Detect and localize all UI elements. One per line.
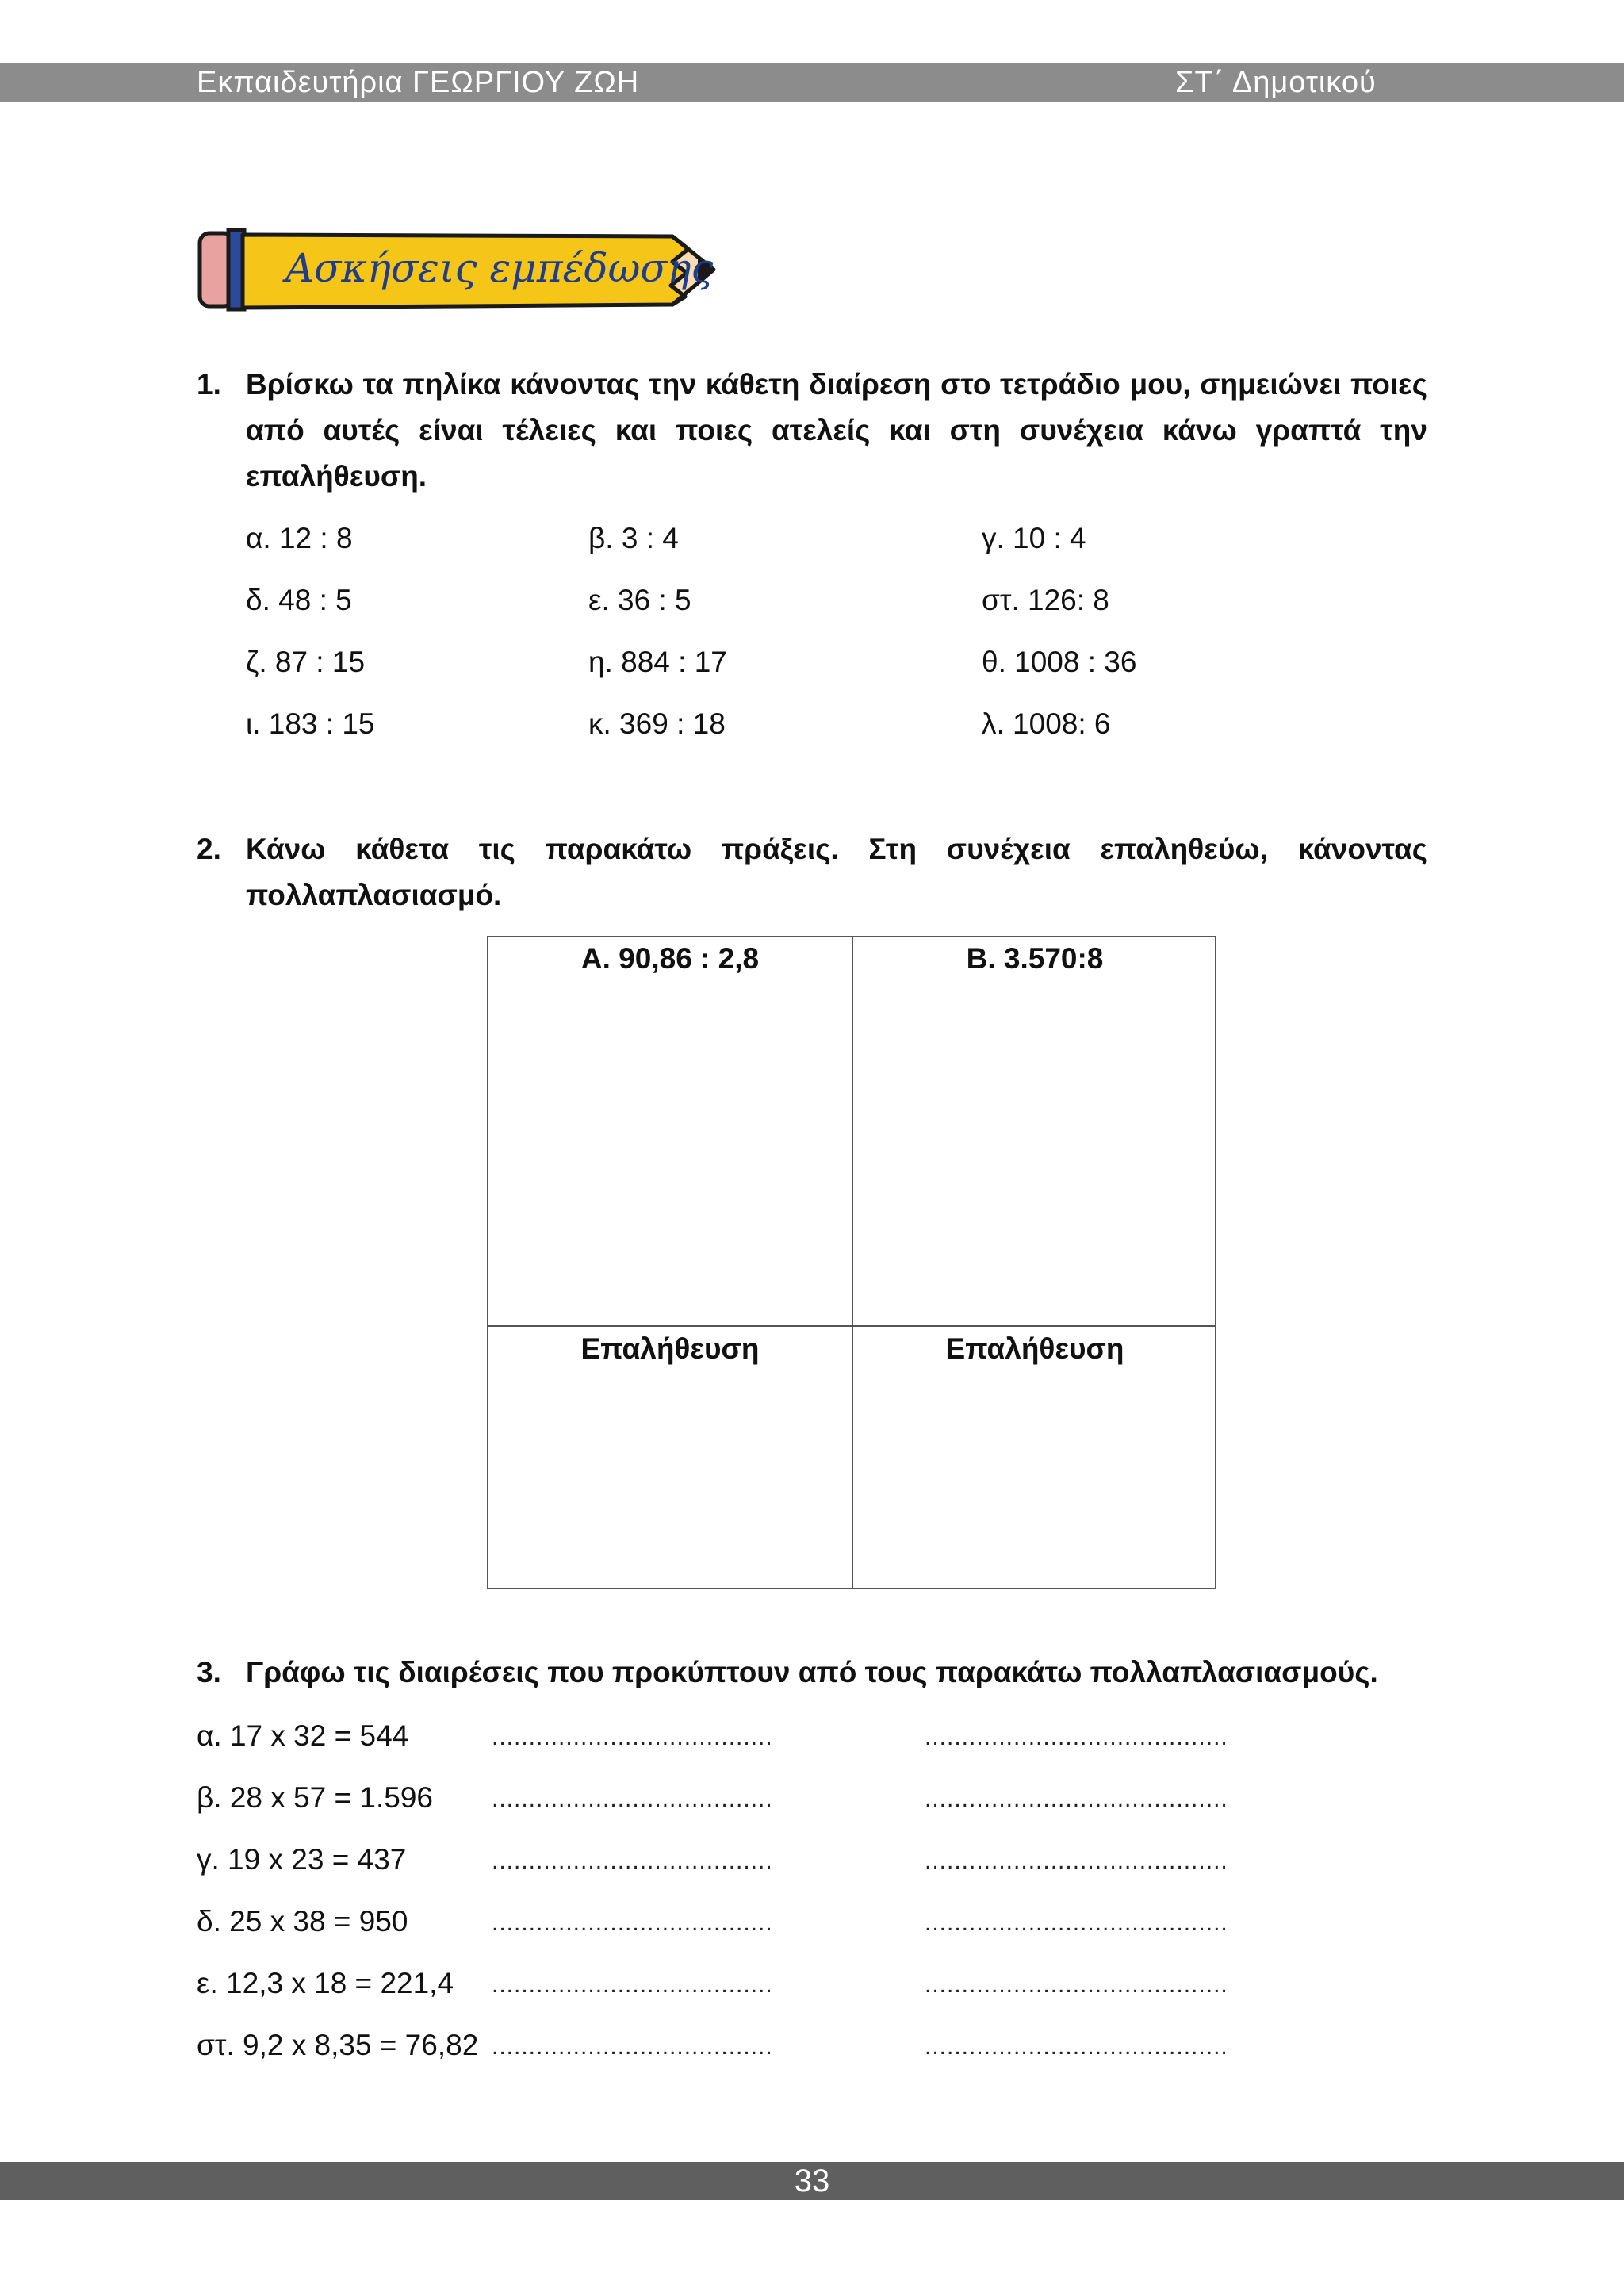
division-item: λ. 1008: 6 — [982, 707, 1111, 740]
division-item: θ. 1008 : 36 — [982, 646, 1137, 678]
division-item: ζ. 87 : 15 — [246, 646, 366, 678]
exercise-3-text: Γράφω τις διαιρέσεις που προκύπτουν από τους παρακάτω πολλαπλασιασμούς. — [246, 1656, 1378, 1688]
table-check-b-heading: Επαλήθευση — [945, 1332, 1124, 1365]
division-item: δ. 48 : 5 — [246, 584, 352, 616]
banner-title: Ασκήσεις εμπέδωσης — [285, 245, 714, 291]
division-item: ε. 36 : 5 — [588, 584, 691, 616]
exercise-1-number: 1. — [197, 368, 221, 401]
answer-blank[interactable]: ......................................... — [925, 1848, 1228, 1874]
answer-blank[interactable]: ......................................... — [925, 1972, 1228, 1998]
answer-blank[interactable]: ......................................... — [925, 1786, 1228, 1812]
exercise-1-line-2: από αυτές είναι τέλειες και ποιες ατελείς και στη συνέχεια κάνω γραπτά την — [246, 414, 1427, 447]
exercise-2-number: 2. — [197, 833, 221, 865]
multiplication-item: α. 17 x 32 = 544 — [197, 1719, 409, 1752]
school-name: Εκπαιδευτήρια ΓΕΩΡΓΙΟΥ ΖΩΗ — [197, 66, 640, 99]
answer-blank[interactable]: ...................................... — [492, 2033, 773, 2060]
multiplication-item: ε. 12,3 x 18 = 221,4 — [197, 1967, 454, 1999]
table-check-a-heading: Επαλήθευση — [580, 1332, 760, 1365]
exercise-3-number: 3. — [197, 1656, 221, 1688]
division-item: γ. 10 : 4 — [982, 522, 1086, 554]
division-item: α. 12 : 8 — [246, 522, 353, 554]
division-item: κ. 369 : 18 — [588, 707, 726, 740]
exercise-2-line-2: πολλαπλασιασμό. — [246, 879, 502, 911]
table-cell-a-heading: Α. 90,86 : 2,8 — [580, 942, 760, 975]
answer-blank[interactable]: ...................................... — [492, 1724, 773, 1750]
table-cell-b-heading: Β. 3.570:8 — [966, 942, 1104, 975]
division-item: η. 884 : 17 — [588, 646, 727, 678]
grade-label: ΣΤ΄ Δημοτικού — [1175, 66, 1377, 99]
exercise-1-line-3: επαλήθευση. — [246, 460, 427, 493]
multiplication-item: δ. 25 x 38 = 950 — [197, 1905, 408, 1938]
answer-blank[interactable]: ...................................... — [492, 1910, 773, 1936]
division-item: β. 3 : 4 — [588, 522, 679, 554]
division-item: στ. 126: 8 — [982, 584, 1109, 616]
answer-blank[interactable]: ......................................... — [925, 1910, 1228, 1936]
answer-blank[interactable]: ......................................... — [925, 1724, 1228, 1750]
division-item: ι. 183 : 15 — [246, 707, 375, 740]
exercise-1-line-1: Βρίσκω τα πηλίκα κάνοντας την κάθετη διαίρεση στο τετράδιο μου, σημειώνει ποιες — [246, 368, 1427, 401]
answer-blank[interactable]: ......................................... — [925, 2033, 1228, 2060]
answer-blank[interactable]: ...................................... — [492, 1848, 773, 1874]
multiplication-item: στ. 9,2 x 8,35 = 76,82 — [197, 2029, 479, 2061]
answer-blank[interactable]: ...................................... — [492, 1972, 773, 1998]
exercise-2-line-1: Κάνω κάθετα τις παρακάτω πράξεις. Στη συνέχεια επαληθεύω, κάνοντας — [246, 833, 1427, 865]
table-divider-vertical — [852, 936, 853, 1589]
page-number: 33 — [794, 2164, 830, 2198]
answer-blank[interactable]: ...................................... — [492, 1786, 773, 1812]
multiplication-item: γ. 19 x 23 = 437 — [197, 1843, 407, 1876]
multiplication-item: β. 28 x 57 = 1.596 — [197, 1781, 433, 1814]
